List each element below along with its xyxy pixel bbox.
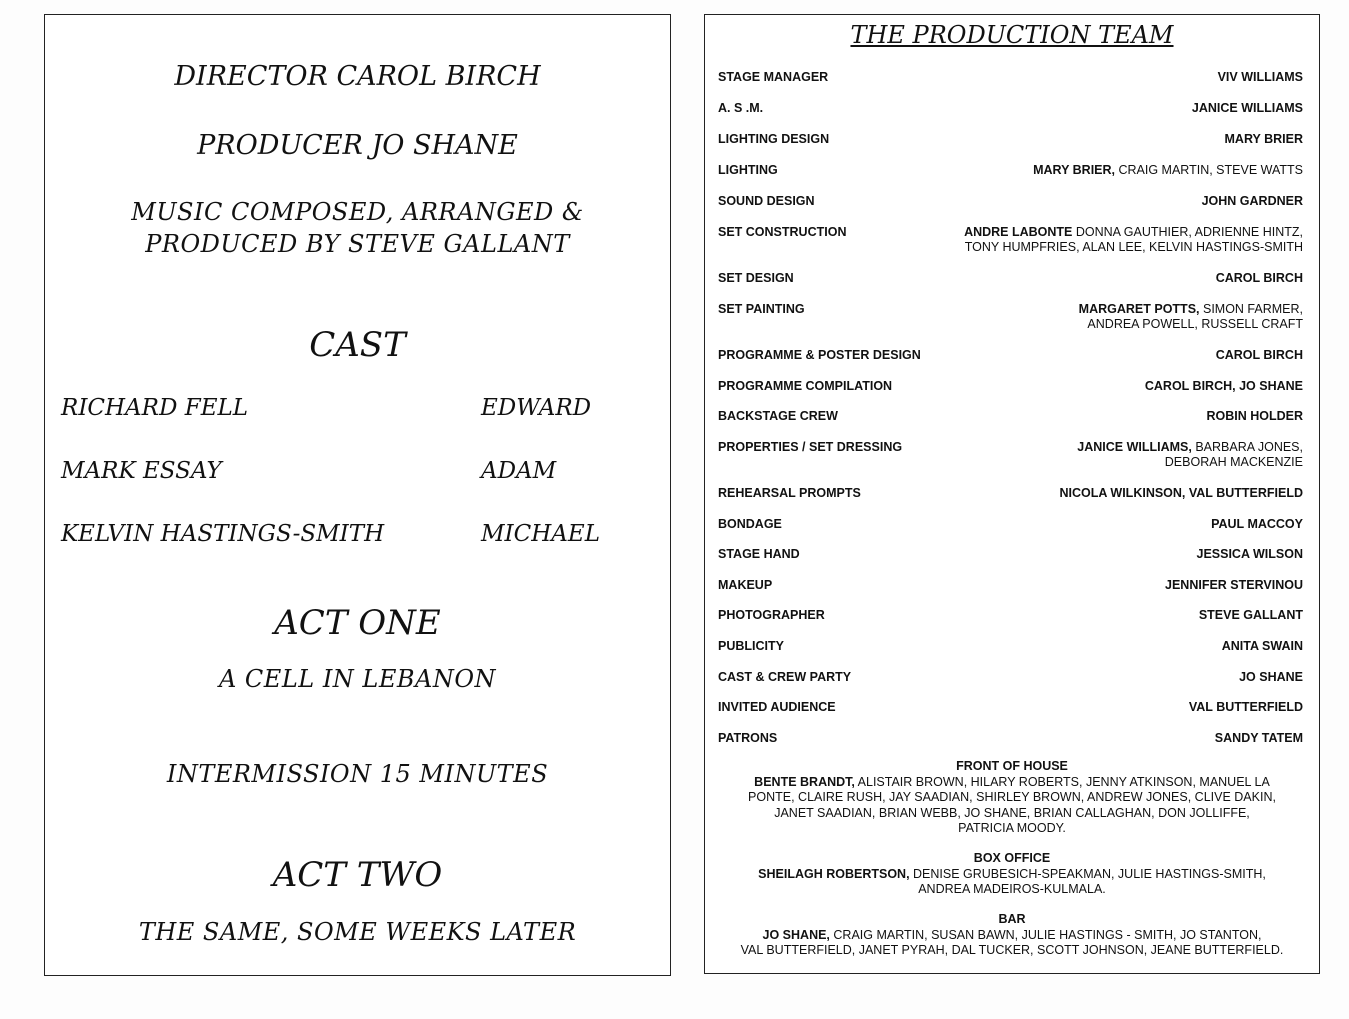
lead-name: JENNIFER STERVINOU — [1165, 578, 1303, 592]
cast-role: ADAM — [481, 458, 557, 484]
crew-names — [1215, 731, 1303, 746]
crew-role: LIGHTING DESIGN — [718, 132, 830, 146]
crew-names-line: PATRICIA MOODY. — [958, 821, 1066, 835]
cast-actor: MARK ESSAY — [61, 458, 222, 484]
crew-role: STAGE MANAGER — [718, 70, 829, 84]
crew-names-line — [1165, 578, 1303, 593]
producer-line: PRODUCER JO SHANE — [197, 130, 518, 161]
crew-role: PHOTOGRAPHER — [718, 608, 825, 622]
lead-name: JO SHANE — [1239, 670, 1303, 684]
crew-names — [1225, 132, 1303, 147]
lead-name: NICOLA WILKINSON, VAL BUTTERFIELD — [1059, 486, 1303, 500]
crew-role: PROGRAMME COMPILATION — [718, 379, 893, 393]
crew-names-line — [705, 775, 1319, 791]
crew-names — [1218, 70, 1303, 85]
cast-actor: KELVIN HASTINGS-SMITH — [61, 521, 385, 547]
crew-role: PROGRAMME & POSTER DESIGN — [718, 348, 921, 362]
other-names: SIMON FARMER, — [1199, 302, 1303, 316]
crew-names-line — [1079, 302, 1303, 317]
crew-names — [1189, 700, 1303, 715]
crew-names — [1222, 639, 1303, 654]
lead-name: JESSICA WILSON — [1196, 547, 1303, 561]
lead-name: STEVE GALLANT — [1198, 608, 1303, 622]
crew-names — [1033, 163, 1303, 178]
crew-role: PROPERTIES / SET DRESSING — [718, 440, 903, 454]
crew-role: A. S .M. — [718, 101, 764, 115]
crew-names-line — [1145, 379, 1303, 394]
crew-names-line — [705, 867, 1319, 883]
crew-role: PATRONS — [718, 731, 778, 745]
crew-names-line — [1216, 271, 1303, 286]
director-line: DIRECTOR CAROL BIRCH — [174, 61, 541, 92]
crew-names — [1059, 486, 1303, 501]
production-team-page — [704, 14, 1320, 974]
crew-names-line — [1211, 517, 1303, 532]
front-of-house-section — [705, 759, 1319, 837]
other-names: DONNA GAUTHIER, ADRIENNE HINTZ, — [1072, 225, 1303, 239]
crew-role: SET DESIGN — [718, 271, 794, 285]
crew-names: DENISE GRUBESICH-SPEAKMAN, JULIE HASTINGS-SMITH, — [909, 866, 1266, 881]
lead-name: CAROL BIRCH — [1215, 348, 1303, 362]
crew-names — [1216, 348, 1303, 363]
crew-names — [1079, 302, 1303, 332]
lead-name: MARY BRIER — [1224, 132, 1303, 146]
crew-names-line — [1218, 70, 1303, 85]
crew-names-line — [705, 928, 1319, 944]
crew-names — [1211, 517, 1303, 532]
crew-names-line — [1239, 670, 1303, 685]
crew-role: SOUND DESIGN — [718, 194, 815, 208]
crew-names-line: TONY HUMPFRIES, ALAN LEE, KELVIN HASTINGS-SMITH — [964, 240, 1303, 254]
lead-name: JOHN GARDNER — [1201, 194, 1303, 208]
crew-names-line — [1225, 132, 1303, 147]
crew-role: PUBLICITY — [718, 639, 784, 653]
crew-role: CAST & CREW PARTY — [718, 670, 852, 684]
cast-actor: RICHARD FELL — [61, 395, 249, 421]
crew-names-line: VAL BUTTERFIELD, JANET PYRAH, DAL TUCKER, SCOTT JOHNSON, JEANE BUTTERFIELD. — [740, 943, 1284, 957]
crew-names: ALISTAIR BROWN, HILARY ROBERTS, JENNY ATKINSON, MANUEL LA — [854, 774, 1270, 789]
act-one-setting: A CELL IN LEBANON — [218, 665, 497, 693]
lead-name: ANITA SWAIN — [1221, 639, 1303, 653]
cast-role: MICHAEL — [481, 521, 600, 547]
crew-names-line — [1077, 440, 1303, 455]
crew-names-line — [1197, 547, 1304, 562]
lead-name: MARGARET POTTS, — [1078, 302, 1200, 316]
crew-role: REHEARSAL PROMPTS — [718, 486, 861, 500]
lead-name: VIV WILLIAMS — [1217, 70, 1303, 84]
lead-name: CAROL BIRCH — [1215, 271, 1303, 285]
act-two-heading: ACT TWO — [272, 855, 443, 895]
intermission-line: INTERMISSION 15 MINUTES — [166, 760, 549, 788]
crew-role: MAKEUP — [718, 578, 773, 592]
crew-names-line: JANET SAADIAN, BRIAN WEBB, JO SHANE, BRIAN CALLAGHAN, DON JOLLIFFE, — [774, 805, 1250, 820]
lead-name: JANICE WILLIAMS, — [1077, 440, 1192, 454]
crew-role: BONDAGE — [718, 517, 782, 531]
crew-names — [1145, 379, 1303, 394]
lead-name: MARY BRIER, — [1033, 163, 1116, 177]
crew-names-line — [964, 225, 1303, 240]
lead-name: SANDY TATEM — [1214, 731, 1303, 745]
crew-role: INVITED AUDIENCE — [718, 700, 836, 714]
crew-names — [1077, 440, 1303, 470]
crew-names-line: DEBORAH MACKENZIE — [1164, 455, 1303, 469]
crew-names — [1199, 608, 1303, 623]
crew-names — [964, 225, 1303, 255]
lead-name: JANICE WILLIAMS — [1191, 101, 1303, 115]
crew-names-line — [1216, 348, 1303, 363]
lead-name: ROBIN HOLDER — [1206, 409, 1303, 423]
crew-names — [1206, 409, 1303, 424]
crew-names-line: PONTE, CLAIRE RUSH, JAY SAADIAN, SHIRLEY BROWN, ANDREW JONES, CLIVE DAKIN, — [748, 790, 1276, 804]
cast-heading: CAST — [309, 325, 406, 365]
section-heading: FRONT OF HOUSE — [956, 759, 1068, 773]
box-office-section — [705, 851, 1319, 898]
lead-name: VAL BUTTERFIELD — [1188, 700, 1303, 714]
crew-names-line — [1033, 163, 1303, 178]
crew-names — [1216, 271, 1303, 286]
cast-page — [44, 14, 671, 976]
lead-name: CAROL BIRCH, JO SHANE — [1144, 379, 1303, 393]
lead-name: BENTE BRANDT, — [754, 774, 855, 789]
crew-names-line — [1192, 101, 1303, 116]
crew-names: CRAIG MARTIN, SUSAN BAWN, JULIE HASTINGS - SMITH, JO STANTON, — [829, 927, 1262, 942]
crew-role: SET PAINTING — [718, 302, 805, 316]
crew-role: BACKSTAGE CREW — [718, 409, 838, 423]
lead-name: PAUL MACCOY — [1211, 517, 1303, 531]
crew-names-line: ANDREA POWELL, RUSSELL CRAFT — [1087, 317, 1303, 331]
crew-role: LIGHTING — [718, 163, 778, 177]
crew-names-line — [1202, 194, 1303, 209]
crew-names-line — [1222, 639, 1303, 654]
crew-names — [1239, 670, 1303, 685]
crew-names-line — [1206, 409, 1303, 424]
crew-names-line — [1215, 731, 1303, 746]
production-team-title: THE PRODUCTION TEAM — [850, 21, 1174, 49]
cast-role: EDWARD — [481, 395, 592, 421]
lead-name: SHEILAGH ROBERTSON, — [758, 866, 910, 881]
act-one-heading: ACT ONE — [274, 603, 441, 643]
crew-names-line: ANDREA MADEIROS-KULMALA. — [918, 882, 1106, 896]
act-two-setting: THE SAME, SOME WEEKS LATER — [138, 918, 577, 946]
crew-names — [1165, 578, 1303, 593]
crew-names — [1192, 101, 1303, 116]
music-credit-line-1: MUSIC COMPOSED, ARRANGED & — [131, 198, 584, 226]
crew-names — [1202, 194, 1303, 209]
crew-role: SET CONSTRUCTION — [718, 225, 847, 239]
section-heading: BOX OFFICE — [973, 851, 1051, 865]
lead-name: ANDRE LABONTE — [964, 225, 1073, 239]
other-names: CRAIG MARTIN, STEVE WATTS — [1115, 163, 1303, 177]
bar-section — [705, 912, 1319, 959]
music-credit-line-2: PRODUCED BY STEVE GALLANT — [145, 230, 570, 258]
crew-names-line — [1059, 486, 1303, 501]
crew-role: STAGE HAND — [718, 547, 800, 561]
lead-name: JO SHANE, — [762, 927, 830, 942]
other-names: BARBARA JONES, — [1191, 440, 1303, 454]
crew-names-line — [1199, 608, 1303, 623]
crew-names-line — [1189, 700, 1303, 715]
crew-names — [1197, 547, 1304, 562]
section-heading: BAR — [998, 912, 1026, 926]
